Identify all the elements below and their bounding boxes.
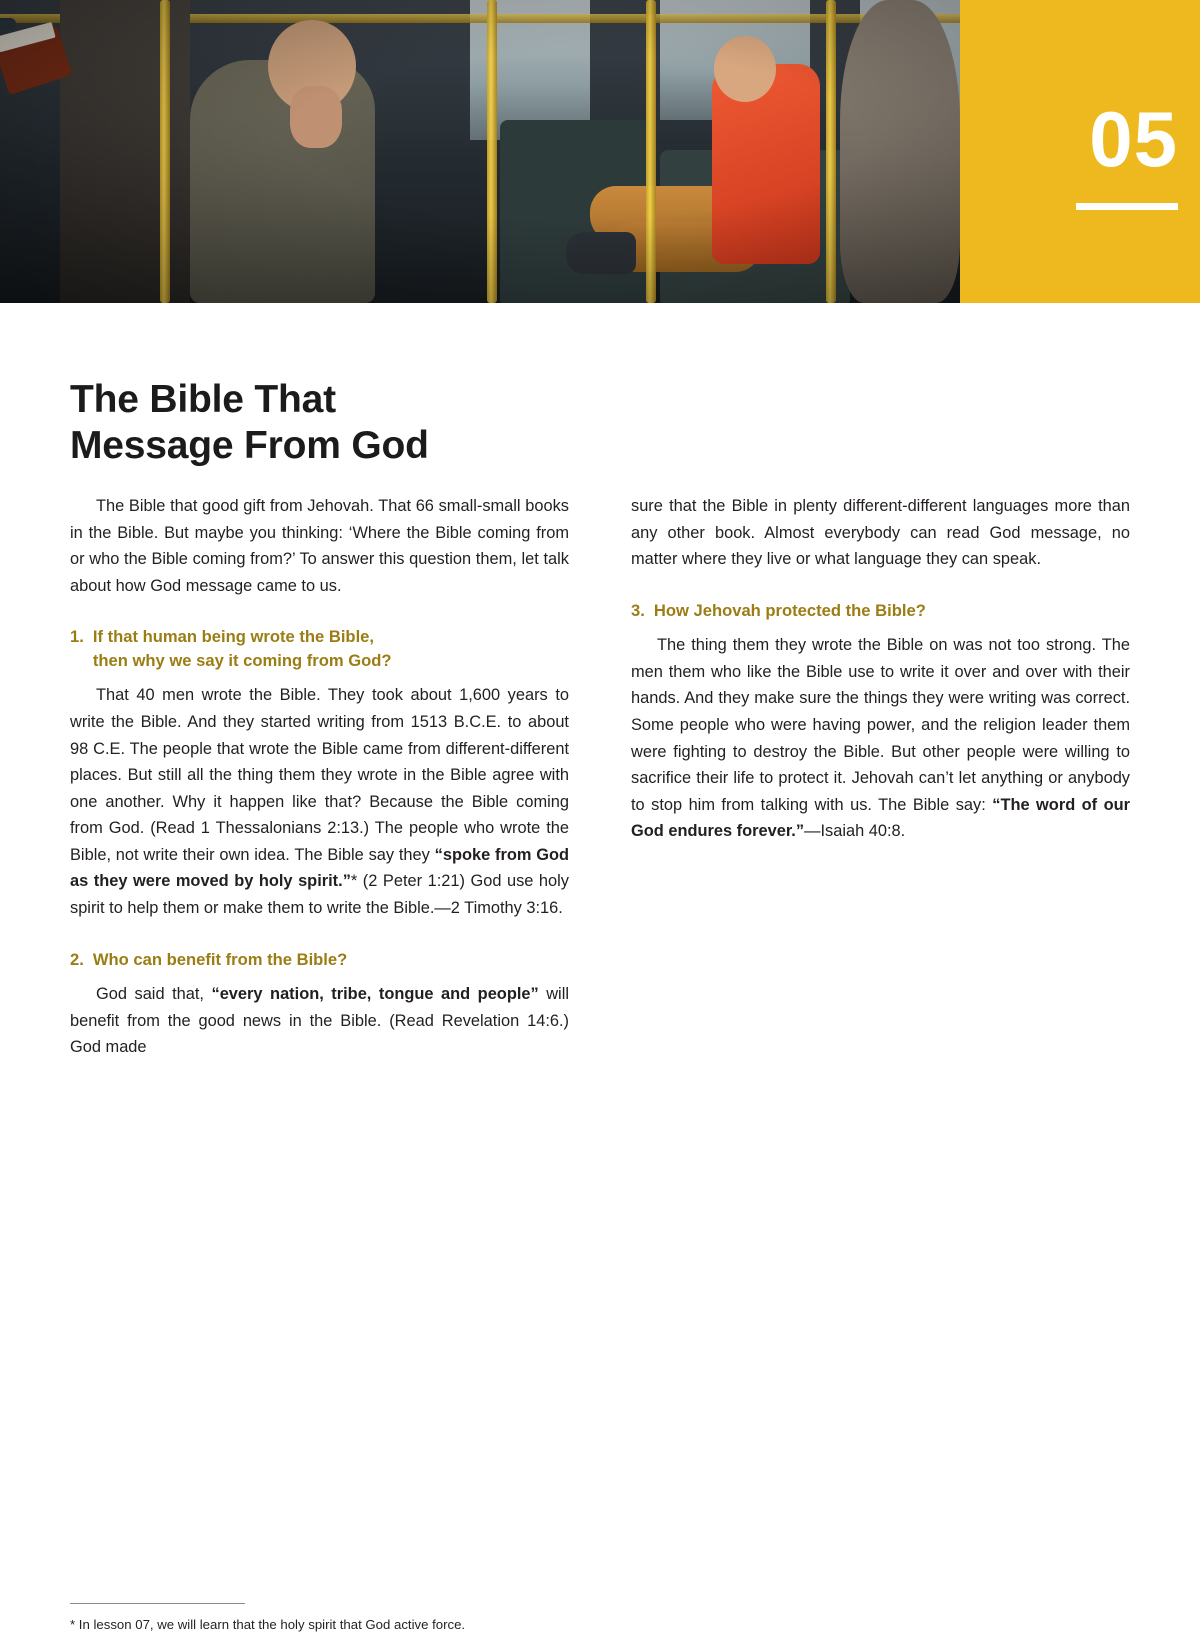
photo-vignette: [0, 0, 960, 303]
two-column-body: [70, 493, 1130, 1061]
page-title-line-2: Message From God: [70, 424, 429, 468]
intro-paragraph: The Bible that good gift from Jehovah. That 66 small-small books in the Bible. But maybe you thinking: ‘Where the Bible coming from or who the Bible coming from?’ To answer this question them, let talk about how God message came to us.: [70, 497, 569, 595]
question-heading-1-line-1: If that human being wrote the Bible,: [92, 627, 375, 647]
right-column: [631, 493, 1130, 1061]
answer-1-part-1: That 40 men wrote the Bible. They took about 1,600 years to write the Bible. And they started writing from 1513 B.C.E. to about 98 C.E. The people that wrote the Bible came from different-different places. But still all the thing them they wrote in the Bible agree with one another. Why it happen like that? Because the Bible coming from God. (Read 1 Thessalonians 2:13.) The people who wrote the Bible, not write their own idea. The Bible say they: [70, 686, 569, 864]
footnote-block: [70, 1603, 570, 1635]
answer-paragraph-2-continuation: sure that the Bible in plenty different-different languages more than any other book. Almost everybody can read God message, no matter where they live or what language they can speak.: [631, 497, 1130, 569]
question-heading-3: [631, 599, 1130, 623]
question-number-1: 1.: [70, 627, 84, 647]
answer-paragraph-3: [631, 632, 1130, 845]
lesson-number: 05: [1089, 95, 1178, 183]
answer-3-part-2: —Isaiah 40:8.: [804, 822, 906, 841]
question-number-3: 3.: [631, 600, 645, 620]
answer-1-quote: “spoke from God as they were moved by holy spirit.”: [70, 845, 569, 891]
bus-interior-photo: [0, 0, 960, 303]
question-text-2: Who can benefit from the Bible?: [92, 949, 348, 969]
footnote-text: * In lesson 07, we will learn that the holy spirit that God active force.: [70, 1617, 466, 1632]
answer-1-part-2: * (2 Peter 1:21) God use holy spirit to help them or make them to write the Bible.—2 Timothy 3:16.: [70, 872, 569, 918]
answer-paragraph-1: [70, 682, 569, 921]
answer-3-part-1: The thing them they wrote the Bible on was not too strong. The men them who like the Bible use to write it over and over with their hands. And they make sure the things they were writing was correct. Some people who were having power, and the religion leader them were fighting to destroy the Bible. But other people were willing to sacrifice their life to protect it. Jehovah can’t let anything or anybody to stop him from talking with us. The Bible say:: [631, 636, 1130, 814]
answer-3-quote: “The word of our God endures forever.”: [631, 795, 1130, 841]
answer-2-part-2: will benefit from the good news in the Bible. (Read Revelation 14:6.) God made: [70, 985, 569, 1057]
question-text-1: [93, 625, 569, 672]
answer-2-quote: “every nation, tribe, tongue and people”: [211, 985, 539, 1004]
left-column: [70, 493, 569, 1061]
lesson-number-block: [960, 0, 1200, 303]
page-title: [70, 377, 770, 469]
footnote-divider: [70, 1603, 245, 1604]
answer-2-part-1: God said that,: [96, 985, 212, 1004]
answer-paragraph-2-left: [70, 981, 569, 1061]
page-title-line-1: The Bible That: [70, 378, 336, 422]
question-text-3: How Jehovah protected the Bible?: [653, 600, 926, 620]
question-heading-1-line-2: then why we say it coming from God?: [92, 650, 392, 670]
question-heading-1: [70, 625, 569, 672]
question-heading-2: [70, 948, 569, 972]
lesson-number-underline: [1076, 203, 1178, 210]
hero-banner: [0, 0, 1200, 303]
question-number-2: 2.: [70, 949, 84, 969]
